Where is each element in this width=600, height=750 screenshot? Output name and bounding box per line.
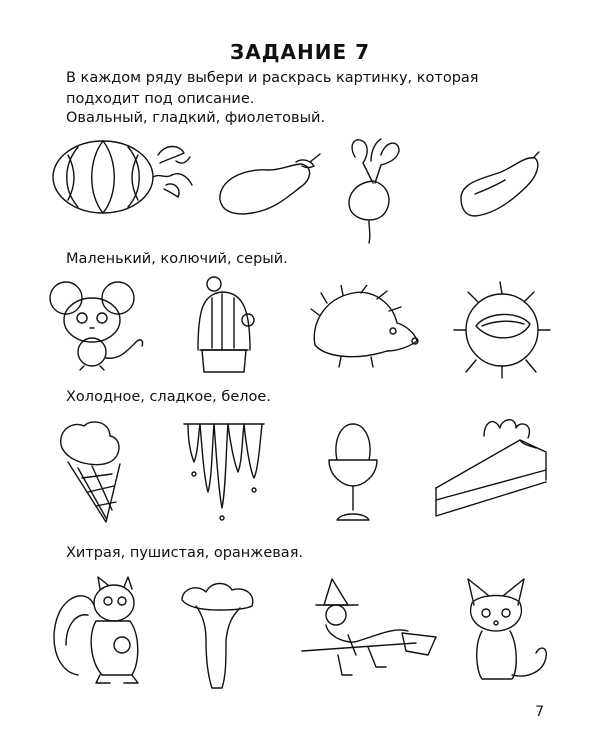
page-number: 7 — [535, 704, 544, 720]
row-3-label: Холодное, сладкое, белое. — [66, 389, 271, 405]
fox-picture[interactable] — [452, 575, 552, 694]
egg-in-cup-picture[interactable] — [323, 420, 383, 534]
mouse-picture[interactable] — [48, 280, 148, 379]
squirrel-picture[interactable] — [48, 575, 158, 694]
task-title: ЗАДАНИЕ 7 — [230, 40, 370, 64]
cactus-picture[interactable] — [188, 272, 268, 386]
row-2-label: Маленький, колючий, серый. — [66, 251, 288, 267]
witch-on-broom-picture[interactable] — [298, 575, 438, 694]
chanterelle-mushroom-picture[interactable] — [178, 580, 258, 699]
beetroot-picture[interactable] — [335, 135, 415, 249]
zucchini-picture[interactable] — [455, 150, 545, 229]
eggplant-picture[interactable] — [214, 150, 324, 224]
watermelon-picture[interactable] — [48, 135, 198, 224]
cake-slice-picture[interactable] — [428, 412, 558, 531]
task-instruction: В каждом ряду выбери и раскрась картинку, которая подходит под описание. — [66, 70, 479, 107]
hedgehog-picture[interactable] — [305, 285, 420, 379]
chestnut-picture[interactable] — [452, 280, 552, 384]
icicles-picture[interactable] — [180, 418, 270, 532]
row-1-label: Овальный, гладкий, фиолетовый. — [66, 110, 326, 126]
row-4-label: Хитрая, пушистая, оранжевая. — [66, 545, 304, 561]
ice-cream-picture[interactable] — [52, 418, 132, 532]
